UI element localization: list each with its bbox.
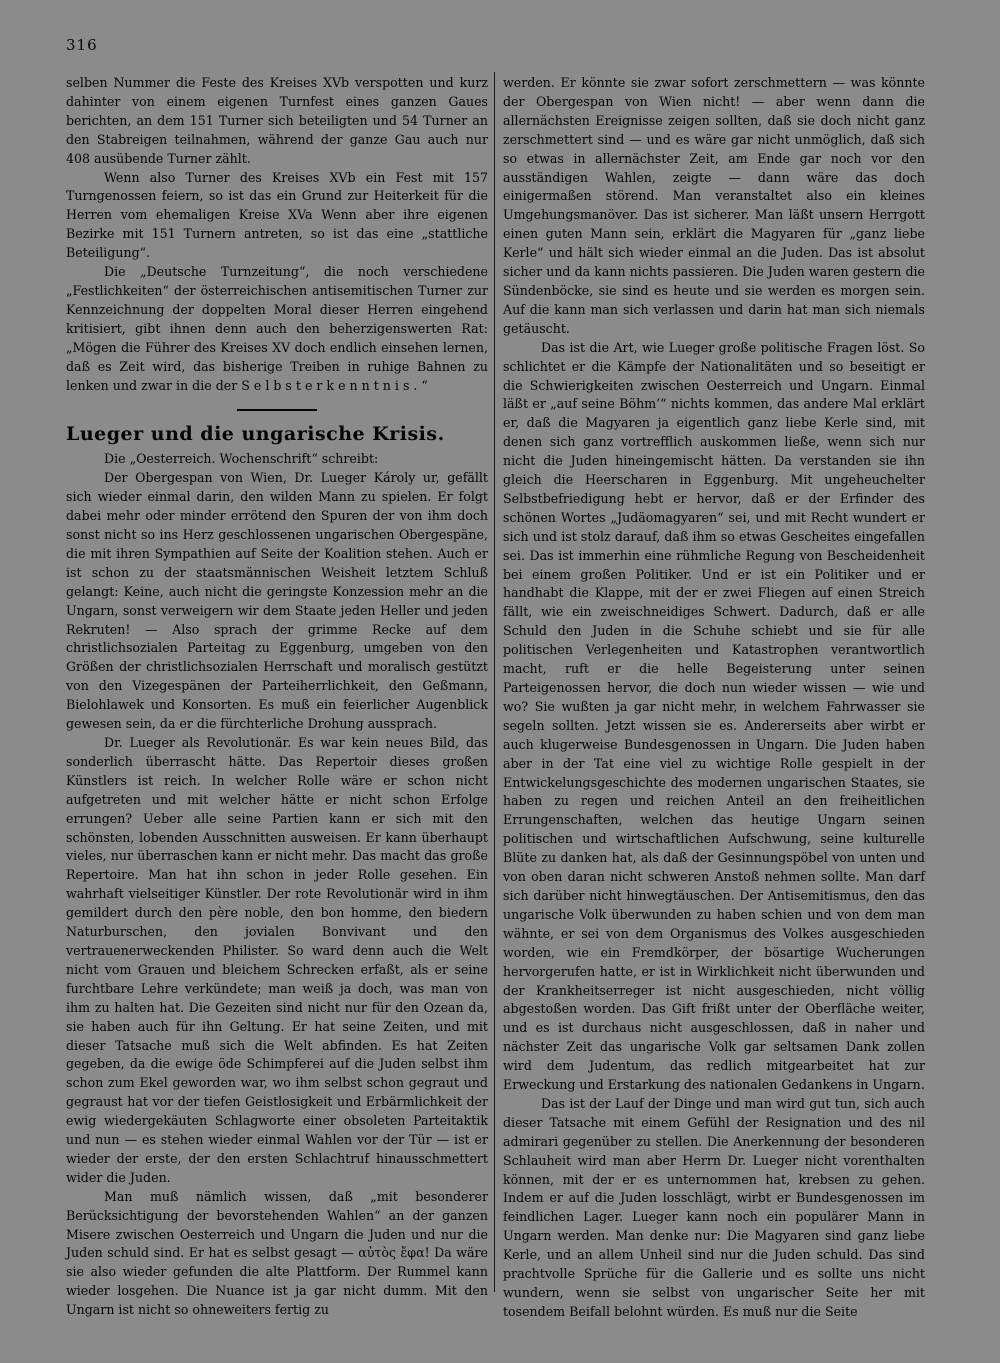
spaced-word: Selbsterkenntnis.“: [241, 377, 432, 393]
paragraph: Dr. Lueger als Revolutionär. Es war kein neues Bild, das sonderlich überrascht hätte. Das Repertoir dieses großen Künstlers ist reich. In welcher Rolle wäre er schon nicht aufgetreten und mit welcher hätte er nicht schon Erfolge errungen? Ueber alle seine Partien kann er sich mit den schönsten, lobenden Ausschnitten ausweisen. Er kann überhaupt vieles, nur überraschen kann er nicht mehr. Das macht das große Repertoire. Man hat ihn schon in jeder Rolle gesehen. Ein wahrhaft vielseitiger Künstler. Der rote Revolutionär wird in ihm gemildert durch den père noble, den bon homme, den biedern Naturburschen, den jovialen Bonvivant und den vertrauenerweckenden Philister. So ward denn auch die Welt nicht vom Grauen und bleichem Schrecken erfaßt, als er seine furchtbare Lehre verkündete; man weiß ja doch, was man von ihm zu halten hat. Die Gezeiten sind nicht nur für den Ozean da, sie haben auch für ihn Geltung. Er hat seine Zeiten, und mit dieser Tatsache muß sich die Welt abfinden. Es hat Zeiten gegeben, da die ewige öde Schimpferei auf die Juden selbst ihm schon zum Ekel geworden war, wo ihm selbst schon gegraut und gegraust hat vor der tiefen Geistlosigkeit und Erbärmlichkeit der ewig wiedergekäuten Schlagworte einer obsoleten Parteitaktik und nun — es stehen wieder einmal Wahlen vor der Tür — ist er wieder der erste, der den ersten Schlachtruf hinausschmettert wider die Juden.: [66, 735, 488, 1185]
paragraph-text: Die „Deutsche Turnzeitung“, die noch verschiedene „Festlichkeiten“ der österreichischen antisemitischen Turner zur Kennzeichnung der doppelten Moral dieser Herren eingehend kritisiert, gibt ihnen denn auch den beherzigenswerten Rat: „Mögen die Führer des Kreises XV doch endlich einsehen lernen, daß es Zeit wird, das bisherige Treiben in ruhige Bahnen zu lenken und zwar in die der: [66, 264, 488, 393]
paragraph: Der Obergespan von Wien, Dr. Lueger Károly ur, gefällt sich wieder einmal darin, den wilden Mann zu spielen. Er folgt dabei mehr oder minder errötend den Spuren der von ihm doch sonst nicht so ins Herz geschlossenen ungarischen Obergespäne, die mit ihren Sympathien auf Seite der Koalition stehen. Auch er ist schon zu der staatsmännischen Weisheit letztem Schluß gelangt: Keine, auch nicht die geringste Konzession mehr an die Ungarn, sonst verweigern wir dem Staate jeden Heller und jeden Rekruten! — Also sprach der grimme Recke auf dem christlichsozialen Parteitag zu Eggenburg, umgeben von den Größen der christlichsozialen Herrschaft und moralisch gestützt von den Vizegespänen der Parteiherrlichkeit, den Geßmann, Bielohlawek und Konsorten. Es muß ein feierlicher Augenblick gewesen sein, da er die fürchterliche Drohung aussprach.: [66, 470, 488, 732]
article-heading: Lueger und die ungarische Krisis.: [66, 423, 445, 446]
paragraph: Das ist der Lauf der Dinge und man wird gut tun, sich auch dieser Tatsache mit einem Gefühl der Resignation und des nil admirari gegenüber zu stellen. Die Anerkennung der besonderen Schlauheit wird man aber Herrn Dr. Lueger nicht vorenthalten können, mit der er es unternommen hat, krebsen zu gehen. Indem er auf die Juden losschlägt, wirbt er Bundesgenossen im feindlichen Lager. Lueger kann noch ein populärer Mann in Ungarn werden. Man denke nur: Die Magyaren sind ganz liebe Kerle, und an allem Unheil sind nur die Juden schuld. Das sind prachtvolle Sprüche für die Gallerie und es sollte uns nicht wundern, wenn sie selbst von ungarischer Seite her mit tosendem Beifall belohnt würden. Es muß nur die Seite: [503, 1095, 925, 1319]
paragraph: selben Nummer die Feste des Kreises XVb verspotten und kurz dahinter von einem eigenen Turnfest eines ganzen Gaues berichten, an dem 151 Turner sich beteiligten und 54 Turner an den Stabreigen teilnahmen, während der ganze Gau auch nur 408 ausübende Turner zählt.: [66, 75, 488, 166]
paragraph: [66, 263, 488, 395]
paragraph: Das ist die Art, wie Lueger große politische Fragen löst. So schlichtet er die Kämpfe der Nationalitäten und so beseitigt er die Schwierigkeiten zwischen Oesterreich und Ungarn. Einmal läßt er „auf seine Böhm’“ nichts kommen, das andere Mal erklärt er, daß die Magyaren ja eigentlich ganz liebe Kerle sind, mit denen sich ganz vortrefflich auskommen ließe, wenn sich nur nicht die Juden hineingemischt hätten. Da verstanden sie ihn gleich die Heerscharen in Eggenburg. Mit ungeheuchelter Selbstbefriedigung hebt er hervor, daß er der Erfinder des schönen Wortes „Judäomagyaren“ sei, und mit Recht wundert er sich und ist stolz darauf, daß ihm so etwas Gescheites eingefallen sei. Das ist immerhin eine rühmliche Regung von Bescheidenheit bei einem großen Politiker. Und er ist ein Politiker und er handhabt die Klappe, mit der er zwei Fliegen auf einen Streich fällt, wie ein zweischneidiges Schwert. Dadurch, daß er alle Schuld den Juden in die Schuhe schiebt und sie für alle politischen Verlegenheiten und Katastrophen verantwortlich macht, ruft er die helle Begeisterung unter seinen Parteigenossen hervor, die doch nun wieder wissen — wie und wo? Sie wußten ja gar nicht mehr, in welchem Fahrwasser sie segeln sollten. Jetzt wissen sie es. Andererseits aber wirbt er auch klugerweise Bundesgenossen in Ungarn. Die Juden haben aber in der Tat eine viel zu wichtige Rolle gespielt in der Entwickelungsgeschichte des modernen ungarischen Staates, sie haben zu regen und reichen Anteil an den freiheitlichen Errungenschaften, welchen das heutige Ungarn seinen politischen und wirtschaftlichen Aufschwung, seine kulturelle Blüte zu danken hat, als daß der Gesinnungspöbel von unten und von oben daran nicht schweren Anstoß nehmen sollte. Man darf sich darüber nicht hinwegtäuschen. Der Antisemitismus, den das ungarische Volk überwunden zu haben schien und von dem man wähnte, er sei von dem Organismus des Volkes ausgeschieden worden, wie ein Fremdkörper, der bösartige Wucherungen hervorgerufen hatte, er ist in Wirklichkeit nicht überwunden und der Krankheitserreger ist nicht ausgeschieden, nicht völlig abgestoßen worden. Das Gift frißt unter der Oberfläche weiter, und es ist durchaus nicht ausgeschlossen, daß in naher und nächster Zeit das ungarische Volk gar seltsamen Dank zollen wird dem Judentum, das redlich mitgearbeitet hat zur Erweckung und Erstarkung des nationalen Gedankens in Ungarn.: [503, 339, 925, 1093]
paragraph: Die „Oesterreich. Wochenschrift“ schreibt:: [104, 451, 379, 467]
paragraph: werden. Er könnte sie zwar sofort zerschmettern — was könnte der Obergespan von Wien nicht! — aber wenn dann die allernächsten Ereignisse zeigen sollten, daß sie doch nicht ganz zerschmettert sind — und es wäre gar nicht unmöglich, daß sich so etwas in allernächster Zeit, am Ende gar noch vor den ausständigen Wahlen, zeigte — dann wäre das doch einigermaßen störend. Man veranstaltet also ein kleines Umgehungsmanöver. Das ist sicherer. Man läßt unsern Herrgott einen guten Mann sein, erklärt die Magyaren für „ganz liebe Kerle“ und hält sich wieder einmal an die Juden. Das ist absolut sicher und da kann nichts passieren. Die Juden waren gestern die Sündenböcke, sie sind es heute und sie werden es morgen sein. Auf die kann man sich verlassen und darin hat man sich niemals getäuscht.: [503, 75, 925, 336]
column-rule: [494, 72, 495, 1292]
paragraph: Wenn also Turner des Kreises XVb ein Fest mit 157 Turngenossen feiern, so ist das ein Grund zur Heiterkeit für die Herren vom ehemaligen Kreise XVa Wenn aber ihre eigenen Bezirke mit 151 Turnern antreten, so ist das eine „stattliche Beteiligung“.: [66, 169, 488, 261]
right-column: [503, 74, 925, 1322]
left-column: [66, 74, 488, 1320]
section-divider: [237, 409, 317, 411]
paragraph: Man muß nämlich wissen, daß „mit besonderer Berücksichtigung der bevorstehenden Wahlen“ an der ganzen Misere zwischen Oesterreich und Ungarn die Juden und nur die Juden schuld sind. Er hat es selbst gesagt — αὐτὸς ἔφα! Da wäre sie also wieder gefunden die alte Plattform. Der Rummel kann wieder losgehen. Die Nuance ist ja gar nicht dumm. Mit den Ungarn ist nicht so ohneweiters fertig zu: [66, 1188, 488, 1318]
page-number: 316: [66, 36, 98, 54]
